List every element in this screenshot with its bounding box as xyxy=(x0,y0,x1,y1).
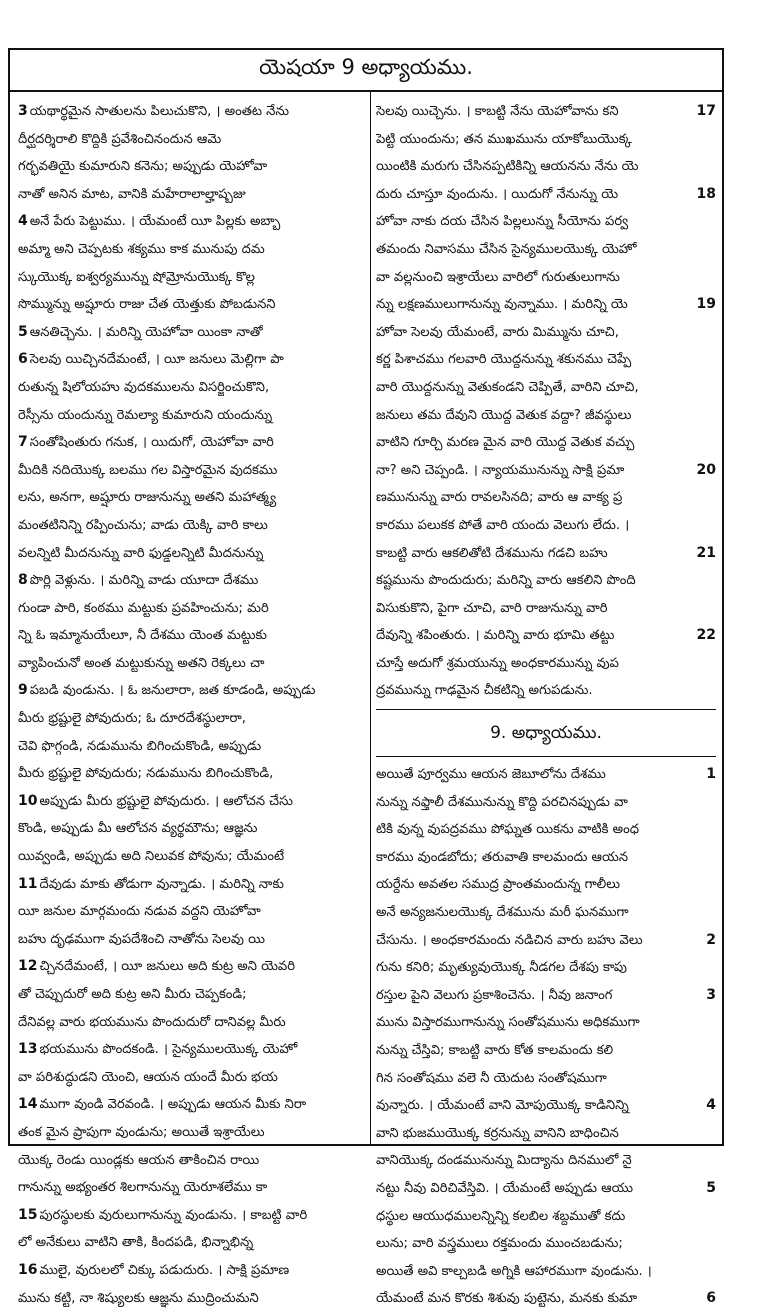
text-line xyxy=(376,346,716,374)
text-line xyxy=(376,457,716,485)
text-line xyxy=(376,899,716,927)
text-line xyxy=(14,208,370,236)
right-column-top xyxy=(376,98,716,705)
verse-number: 1 xyxy=(704,761,716,789)
verse-text: అప్పుడు మీరు భ్రష్టులై పోవుదురు. । ఆలోచన చేసు xyxy=(39,793,293,809)
text-line xyxy=(14,319,370,347)
column-divider xyxy=(370,92,371,1144)
text-line xyxy=(14,1229,370,1257)
verse-text: మీరు భ్రష్టులై పోవుదురు; ఓ దూరదేశస్థులారా, xyxy=(18,711,246,727)
verse-text: గుండా పారి, కంఠము మట్టుకు ప్రవహించును; మరి xyxy=(18,600,269,616)
text-line xyxy=(376,761,716,789)
verse-text: ముగా వుండి వెరవండి. । అప్పుడు ఆయన మీకు నిరా xyxy=(39,1097,307,1113)
text-line xyxy=(376,1175,716,1203)
verse-text: మంతటినిన్ని రప్పించును; వాడు యెక్కి వారి కాలు xyxy=(18,517,268,533)
text-line xyxy=(376,1092,716,1120)
verse-text: నా? అని చెప్పండి. । న్యాయమునున్ను సాక్షి ప్రమా xyxy=(376,462,625,478)
text-line xyxy=(376,1230,716,1258)
verse-number: 4 xyxy=(704,1092,716,1120)
verse-text: వున్నారు. । యేమంటే వాని మోపుయొక్క కాడినిన్ని xyxy=(376,1098,629,1114)
verse-number: 15 xyxy=(18,1206,38,1223)
text-line xyxy=(14,650,370,678)
verse-text: వా వల్లనుంచి ఇశ్రాయేలు వారిలో గురుతులుగాను xyxy=(376,269,620,285)
verse-text: సెలవు యిచ్చెను. । కాబట్టి నేను యెహోవాను కని xyxy=(376,104,619,119)
verse-number: 3 xyxy=(704,982,716,1010)
verse-text: కారము వుండబోదు; తరువాతి కాలమందు ఆయన xyxy=(376,849,629,865)
verse-text: రస్తుల పైని వెలుగు ప్రకాశించెను. । నీవు జనాంగ xyxy=(376,987,613,1003)
section-heading: 9. అధ్యాయము. xyxy=(490,723,602,744)
text-line xyxy=(14,953,370,981)
verse-text: యొక్క రెండు యిండ్లకు ఆయన తాకించిన రాయి xyxy=(18,1152,260,1168)
verse-text: దేవున్ని శపింతురు. । మరిన్ని వారు భూమి తట్టు xyxy=(376,628,615,644)
text-line xyxy=(14,981,370,1009)
verse-text: దేవుడు మాకు తోడుగా వున్నాడు. । మరిన్ని నాకు xyxy=(39,876,284,892)
verse-number: 5 xyxy=(18,323,28,340)
text-line xyxy=(376,927,716,955)
chapter-title: యెషయా 9 అధ్యాయము. xyxy=(259,55,473,79)
verse-number: 6 xyxy=(704,1285,716,1313)
text-line xyxy=(376,1285,716,1313)
text-line xyxy=(14,126,370,154)
text-line xyxy=(376,402,716,430)
verse-number: 6 xyxy=(18,351,28,368)
text-line xyxy=(14,1285,370,1313)
verse-number: 7 xyxy=(18,434,28,451)
verse-text: మీదికి నదియొక్క బలము గల విస్తారమైన వుదకము xyxy=(18,462,278,478)
verse-number: 21 xyxy=(695,540,716,568)
verse-text: సంతోషింతురు గనుక, । యిదుగో, యెహోవా వారి xyxy=(29,435,274,451)
text-line xyxy=(14,733,370,761)
verse-text: అయితే అవి కాల్చబడి అగ్నికి ఆహారముగా వుండును. । xyxy=(376,1263,652,1279)
text-line xyxy=(376,982,716,1010)
text-line xyxy=(14,926,370,954)
text-line xyxy=(376,208,716,236)
verse-text: సొమ్మున్ను అష్షూరు రాజు చేత యెత్తుకు పోబడునని xyxy=(18,297,276,313)
verse-number: 4 xyxy=(18,213,28,230)
verse-text: నాతో అనిన మాట, వానికి మహేరాలాల్హాష్బజు xyxy=(18,186,246,202)
verse-text: కొండి, అప్పుడు మీ ఆలోచన వ్యర్థమౌను; ఆజ్ఞను xyxy=(18,821,258,837)
verse-text: తమందు నివాసము చేసిన సైన్యములయొక్క యెహో xyxy=(376,241,637,257)
verse-text: పబడి వుండును. । ఓ జనులారా, జత కూడండి, అప్పుడు xyxy=(29,683,316,699)
verse-number: 11 xyxy=(18,875,38,892)
verse-text: న్ని ఓ ఇమ్మానుయేలూ, నీ దేశము యెంత మట్టుకు xyxy=(18,628,267,644)
text-line xyxy=(14,595,370,623)
text-line xyxy=(14,1257,370,1285)
verse-number: 8 xyxy=(18,572,28,589)
verse-number: 12 xyxy=(18,958,38,975)
text-line xyxy=(14,264,370,292)
verse-text: చేసును. । అంధకారమందు నడిచిన వారు బహు వెలు xyxy=(376,932,643,948)
text-line xyxy=(14,567,370,595)
verse-text: హోవా నాకు దయ చేసిన పిల్లలున్ను సీయోను పర్వ xyxy=(376,214,629,230)
text-line xyxy=(376,650,716,678)
verse-text: దేనివల్ల వారు భయమును పొందుదురో దానివల్ల మీరు xyxy=(18,1014,286,1030)
verse-text: స్కుయొక్క ఐశ్వర్యమున్ను షోమ్రోనుయొక్క కొల్ల xyxy=(18,269,255,285)
verse-text: మును విస్తారముగానున్ను సంతోషమును అధికముగా xyxy=(376,1015,640,1031)
text-line xyxy=(376,153,716,181)
text-line xyxy=(376,1203,716,1231)
verse-text: వానియొక్క దండమునున్ను మిద్యాను దినములో నై xyxy=(376,1153,632,1169)
verse-number: 22 xyxy=(695,622,716,650)
text-line xyxy=(376,844,716,872)
verse-text: ములై, వురులలో చిక్కు పడుదురు. । సాక్షి ప్రమాణ xyxy=(39,1262,290,1278)
text-line xyxy=(376,126,716,154)
text-line xyxy=(376,319,716,347)
verse-text: ఆనతిచ్చెను. । మరిన్ని యెహోవా యింకా నాతో xyxy=(29,324,263,340)
verse-text: పురస్థులకు వురులుగానున్ను వుండును. । కాబట్టి వారి xyxy=(39,1207,308,1223)
text-line xyxy=(14,181,370,209)
verse-text: సెలవు యిచ్చినదేమంటే, । యీ జనులు మెల్లిగా పా xyxy=(29,352,284,368)
text-line xyxy=(376,374,716,402)
text-line xyxy=(14,898,370,926)
verse-text: యథార్థమైన సాతులను పిలుచుకొని, । అంతట నేను xyxy=(29,104,290,119)
text-line xyxy=(376,1120,716,1148)
text-line xyxy=(14,512,370,540)
text-line xyxy=(14,705,370,733)
verse-text: ధస్థుల ఆయుధములన్నిన్ని కలబిల శబ్దముతో కదు xyxy=(376,1208,626,1224)
text-line xyxy=(376,181,716,209)
text-line xyxy=(14,1064,370,1092)
text-line xyxy=(14,98,370,126)
verse-text: అయితే పూర్వము ఆయన జెబూలోను దేశము xyxy=(376,767,606,783)
verse-text: అమ్మా అని చెప్పటకు శక్యము కాక మునుపు దమ xyxy=(18,241,265,257)
text-line xyxy=(376,1065,716,1093)
verse-number: 19 xyxy=(695,291,716,319)
text-line xyxy=(14,871,370,899)
text-line xyxy=(376,1037,716,1065)
right-column-bottom xyxy=(376,761,716,1313)
verse-number: 5 xyxy=(704,1175,716,1203)
verse-text: మీరు భ్రష్టులై పోవుదురు; నడుమును బిగించుకొండి, xyxy=(18,766,274,782)
text-line xyxy=(14,402,370,430)
text-line xyxy=(14,1119,370,1147)
verse-text: పొర్లి వెళ్లును. । మరిన్ని వాడు యూదా దేశము xyxy=(29,573,259,589)
text-line xyxy=(14,788,370,816)
verse-text: తో చెప్పుదురో అది కుట్ర అని మీరు చెప్పకండి; xyxy=(18,987,247,1002)
verse-text: యింటికి మరుగు చేసినప్పటికిన్ని ఆయనను నేను యె xyxy=(376,159,639,175)
verse-number: 9 xyxy=(18,682,28,699)
text-line xyxy=(14,1147,370,1175)
text-line xyxy=(14,484,370,512)
text-line xyxy=(376,567,716,595)
text-line xyxy=(376,1258,716,1286)
text-line xyxy=(14,1036,370,1064)
verse-text: రెస్సీను యందున్ను రెమల్యా కుమారుని యందున్ను xyxy=(18,407,273,423)
verse-text: వ్యాపించునో అంత మట్టుకున్ను అతని రెక్కలు చా xyxy=(18,655,265,671)
text-line xyxy=(376,429,716,457)
verse-text: వా పరిశుద్ధుడని యెంచి, ఆయన యందే మీరు భయ xyxy=(18,1069,278,1085)
text-line xyxy=(14,374,370,402)
verse-text: ద్రవమున్ను గాఢమైన చీకటిన్ని అగుపడును. xyxy=(376,683,593,699)
verse-text: లును; వారి వస్త్రములు రక్తమందు ముంచబడును; xyxy=(376,1236,623,1252)
verse-text: దీర్ఘదర్శిరాలి కొద్దికి ప్రవేశించినందున ఆమె xyxy=(18,131,222,147)
verse-text: కారము పలుకక పోతే వారి యందు వెలుగు లేదు. । xyxy=(376,517,630,533)
text-line xyxy=(14,346,370,374)
text-line xyxy=(14,540,370,568)
text-line xyxy=(14,760,370,788)
verse-text: కష్టమును పొందుదురు; మరిన్ని వారు ఆకలిని పొంది xyxy=(376,573,636,589)
verse-text: విసుకుకొని, పైగా చూచి, వారి రాజునున్ను వారి xyxy=(376,600,608,616)
text-line xyxy=(376,789,716,817)
text-line xyxy=(376,484,716,512)
verse-text: చెవి ఫొగ్గండి, నడుమును బిగించుకొండి, అప్పుడు xyxy=(18,738,262,754)
text-line xyxy=(376,816,716,844)
verse-number: 20 xyxy=(695,457,716,485)
text-line xyxy=(376,622,716,650)
verse-number: 3 xyxy=(18,103,28,119)
text-line xyxy=(376,264,716,292)
verse-text: కర్ణ పిశాచము గలవారి యొద్దనున్ను శకునము చెప్పే xyxy=(376,352,632,368)
text-line xyxy=(14,677,370,705)
verse-number: 13 xyxy=(18,1041,38,1058)
text-line xyxy=(14,1202,370,1230)
verse-text: జనులు తమ దేవుని యొద్ద వెతుక వద్దా? జీవస్థులు xyxy=(376,407,632,423)
verse-text: చూస్తే అదుగో శ్రమయున్ను అంధకారమున్ను వుప xyxy=(376,655,619,671)
verse-text: వాటిని గూర్చి మరణ మైన వారి యొద్ద వెతుక వచ్చు xyxy=(376,435,635,451)
verse-text: లో అనేకులు వాటిని తాకి, కిందపడి, భిన్నాభిన్న xyxy=(18,1235,254,1251)
text-line xyxy=(376,677,716,705)
left-column xyxy=(14,98,370,1312)
verse-text: గును కనిరి; మృత్యువుయొక్క నీడగల దేశపు కాపు xyxy=(376,960,627,976)
verse-number: 18 xyxy=(695,181,716,209)
verse-number: 16 xyxy=(18,1261,38,1278)
verse-text: గర్భవతియై కుమారుని కనెను; అప్పుడు యెహోవా xyxy=(18,159,268,175)
verse-text: మును కట్టి, నా శిష్యులకు ఆజ్ఞను ముద్రించుమని xyxy=(18,1290,259,1306)
verse-text: హోవా సెలవు యేమంటే, వారు మిమ్మును చూచి, xyxy=(376,324,619,340)
right-column xyxy=(376,98,716,1313)
verse-text: తంక మైన ప్రాపుగా వుండును; అయితే ఇశ్రాయేలు xyxy=(18,1124,265,1140)
verse-number: 10 xyxy=(18,792,38,809)
text-line xyxy=(376,540,716,568)
text-line xyxy=(376,291,716,319)
text-line xyxy=(14,153,370,181)
verse-text: యివ్వండి, అప్పుడు అది నిలువక పోవును; యేమంటే xyxy=(18,849,285,865)
section-rule xyxy=(376,756,716,757)
verse-text: లను, అనగా, అష్షూరు రాజునున్ను అతని మహాత్మ్య xyxy=(18,490,277,506)
verse-text: వాని భుజముయొక్క కర్రనున్ను వానిని బాధించిన xyxy=(376,1125,619,1141)
verse-text: కాబట్టి వారు ఆకలితోటి దేశమును గడచి బహు xyxy=(376,545,608,561)
text-line xyxy=(376,595,716,623)
verse-text: బహు దృఢముగా వుపదేశించి నాతోను సెలవు యి xyxy=(18,931,265,947)
verse-text: భయమును పొందకండి. । సైన్యములయొక్క యెహో xyxy=(39,1042,298,1058)
text-line xyxy=(376,954,716,982)
verse-text: చ్చినదేమంటే, । యీ జనులు అది కుట్ర అని యెవరి xyxy=(39,959,295,975)
verse-text: ణమునున్ను వారు రావలసినది; వారు ఆ వాక్య ప్ర xyxy=(376,490,623,506)
text-line xyxy=(14,622,370,650)
verse-text: గిన సంతోషము వలె నీ యెదుట సంతోషముగా xyxy=(376,1070,607,1086)
text-line xyxy=(14,457,370,485)
verse-text: నున్ను చేస్తివి; కాబట్టి వారు కోత కాలమందు కలి xyxy=(376,1043,614,1058)
text-line xyxy=(14,1174,370,1202)
verse-text: రుతున్న షిలోయహు వుదకములను విసర్జించుకొని, xyxy=(18,379,270,395)
verse-number: 14 xyxy=(18,1096,38,1113)
verse-number: 2 xyxy=(704,927,716,955)
verse-text: గానున్ను అభ్యంతర శిలగానున్ను యెరూశలేము కా xyxy=(18,1180,268,1196)
verse-text: దురు చూస్తూ వుందును. । యిదుగో నేనున్ను యె xyxy=(376,186,619,202)
verse-text: వారి యొద్దనున్ను వెతుకండని చెప్పితే, వారిని చూచి, xyxy=(376,379,639,395)
text-line xyxy=(376,1009,716,1037)
verse-text: యర్దేను అవతల సముద్ర ప్రాంతమందున్న గాలీలు xyxy=(376,877,621,893)
verse-text: అనే పేరు పెట్టుము. । యేమంటే యీ పిల్లకు అబ్బా xyxy=(29,214,281,230)
verse-text: అనే అన్యజనులయొక్క దేశమును మరీ ఘనముగా xyxy=(376,905,629,921)
text-line xyxy=(14,1091,370,1119)
text-line xyxy=(376,1147,716,1175)
verse-text: యీ జనుల మార్గమందు నడువ వద్దని యెహోవా xyxy=(18,904,261,920)
text-line xyxy=(376,871,716,899)
text-line xyxy=(14,1009,370,1037)
verse-text: నున్ను నఫ్తాలీ దేశమునున్ను కొద్ది పరచినప్పుడు వా xyxy=(376,794,628,810)
text-line xyxy=(14,429,370,457)
text-line xyxy=(376,512,716,540)
text-line xyxy=(14,236,370,264)
text-line xyxy=(14,815,370,843)
text-line xyxy=(376,236,716,264)
text-line xyxy=(14,291,370,319)
text-line xyxy=(376,98,716,126)
verse-text: న్ను లక్షణములుగానున్ను వున్నాము. । మరిన్ని యె xyxy=(376,297,628,313)
verse-text: యేమంటే మన కొరకు శిశువు పుట్టెను, మనకు కుమా xyxy=(376,1291,638,1307)
text-line xyxy=(14,843,370,871)
verse-text: పెట్టి యుందును; తన ముఖమును యాకోబుయొక్క xyxy=(376,131,632,147)
verse-text: టికి వున్న వుపద్రవము పోఘ్నత యికను వాటికి అంధ xyxy=(376,822,639,838)
verse-text: వలన్నిటి మీదనున్ను వారి ఫుడ్డలన్నిటి మీదనున్ను xyxy=(18,545,264,561)
verse-text: నట్టు నీవు విరిచివేస్తివి. । యేమంటే అప్పుడు ఆయు xyxy=(376,1180,633,1196)
verse-number: 17 xyxy=(695,98,716,126)
